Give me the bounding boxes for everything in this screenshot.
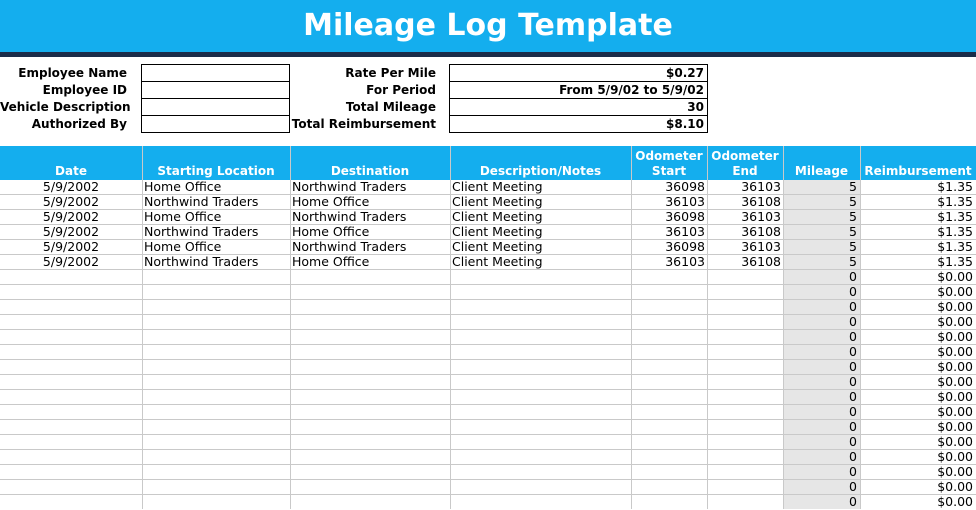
table-row <box>0 330 976 345</box>
cell-desc[interactable] <box>452 359 631 374</box>
cell-start[interactable]: Northwind Traders <box>144 224 259 239</box>
cell-reimb[interactable]: $0.00 <box>937 404 973 419</box>
employee-id-label: Employee ID <box>42 83 127 97</box>
column-header-destination[interactable] <box>290 146 450 180</box>
cell-odostart[interactable] <box>633 404 705 419</box>
cell-date[interactable]: 5/9/2002 <box>42 209 100 224</box>
cell-desc[interactable] <box>452 389 631 404</box>
cell-reimb[interactable]: $0.00 <box>937 329 973 344</box>
cell-dest[interactable] <box>292 494 450 509</box>
column-header-description-notes[interactable] <box>450 146 631 180</box>
column-header-reimbursement[interactable] <box>860 146 976 180</box>
cell-start[interactable] <box>144 419 290 434</box>
cell-odostart[interactable] <box>633 359 705 374</box>
table-row <box>0 210 976 225</box>
table-row <box>0 420 976 435</box>
cell-reimb[interactable]: $0.00 <box>937 449 973 464</box>
cell-dest[interactable] <box>292 344 450 359</box>
cell-desc[interactable]: Client Meeting <box>452 239 543 254</box>
table-row <box>0 480 976 495</box>
cell-date[interactable] <box>0 419 142 434</box>
cell-dest[interactable] <box>292 329 450 344</box>
cell-date[interactable] <box>0 284 142 299</box>
cell-mileage[interactable]: 0 <box>849 449 857 464</box>
cell-odostart[interactable]: 36103 <box>665 224 705 239</box>
cell-odoend[interactable] <box>709 389 781 404</box>
cell-date[interactable] <box>0 269 142 284</box>
column-header-date[interactable] <box>0 146 142 180</box>
cell-start[interactable] <box>144 389 290 404</box>
cell-dest[interactable]: Northwind Traders <box>292 179 407 194</box>
column-header-label: Date <box>55 164 87 178</box>
cell-date[interactable] <box>0 494 142 509</box>
table-row <box>0 300 976 315</box>
cell-mileage[interactable]: 0 <box>849 314 857 329</box>
cell-start[interactable] <box>144 374 290 389</box>
table-row <box>0 375 976 390</box>
cell-start[interactable] <box>144 314 290 329</box>
cell-date[interactable] <box>0 404 142 419</box>
cell-desc[interactable] <box>452 314 631 329</box>
cell-mileage[interactable]: 5 <box>849 254 857 269</box>
cell-mileage[interactable]: 0 <box>849 329 857 344</box>
cell-reimb[interactable]: $0.00 <box>937 464 973 479</box>
employee-id-field[interactable] <box>141 81 290 98</box>
cell-odostart[interactable] <box>633 314 705 329</box>
cell-odostart[interactable]: 36098 <box>665 239 705 254</box>
cell-mileage[interactable]: 5 <box>849 239 857 254</box>
cell-reimb[interactable]: $0.00 <box>937 269 973 284</box>
cell-odoend[interactable] <box>709 404 781 419</box>
cell-dest[interactable] <box>292 419 450 434</box>
cell-reimb[interactable]: $0.00 <box>937 299 973 314</box>
rate-per-mile-label: Rate Per Mile <box>345 66 436 80</box>
table-row <box>0 315 976 330</box>
cell-odoend[interactable]: 36108 <box>741 254 781 269</box>
cell-desc[interactable] <box>452 329 631 344</box>
column-header-odometer-end[interactable] <box>707 146 783 180</box>
table-row <box>0 285 976 300</box>
cell-odostart[interactable]: 36103 <box>665 194 705 209</box>
table-row <box>0 495 976 510</box>
cell-reimb[interactable]: $1.35 <box>937 254 973 269</box>
cell-desc[interactable] <box>452 479 631 494</box>
cell-start[interactable] <box>144 359 290 374</box>
cell-date[interactable] <box>0 464 142 479</box>
cell-dest[interactable] <box>292 359 450 374</box>
cell-desc[interactable] <box>452 419 631 434</box>
cell-reimb[interactable]: $1.35 <box>937 239 973 254</box>
cell-date[interactable] <box>0 389 142 404</box>
cell-reimb[interactable]: $0.00 <box>937 494 973 509</box>
cell-desc[interactable] <box>452 284 631 299</box>
cell-desc[interactable] <box>452 269 631 284</box>
cell-odoend[interactable] <box>709 374 781 389</box>
cell-reimb[interactable]: $0.00 <box>937 389 973 404</box>
cell-reimb[interactable]: $0.00 <box>937 359 973 374</box>
cell-reimb[interactable]: $0.00 <box>937 479 973 494</box>
employee-name-label: Employee Name <box>18 66 127 80</box>
cell-start[interactable] <box>144 494 290 509</box>
cell-dest[interactable] <box>292 434 450 449</box>
cell-reimb[interactable]: $0.00 <box>937 374 973 389</box>
cell-mileage[interactable]: 5 <box>849 224 857 239</box>
cell-date[interactable] <box>0 359 142 374</box>
cell-odostart[interactable] <box>633 284 705 299</box>
column-header-label: Destination <box>330 164 410 178</box>
cell-dest[interactable] <box>292 389 450 404</box>
cell-desc[interactable]: Client Meeting <box>452 194 543 209</box>
vehicle-description-field[interactable] <box>141 98 290 115</box>
cell-date[interactable] <box>0 479 142 494</box>
cell-odostart[interactable] <box>633 344 705 359</box>
cell-start[interactable] <box>144 269 290 284</box>
cell-odoend[interactable] <box>709 329 781 344</box>
cell-start[interactable]: Home Office <box>144 239 222 254</box>
cell-reimb[interactable]: $1.35 <box>937 179 973 194</box>
table-row <box>0 390 976 405</box>
cell-dest[interactable] <box>292 284 450 299</box>
table-row <box>0 255 976 270</box>
cell-dest[interactable]: Home Office <box>292 224 370 239</box>
cell-mileage[interactable]: 5 <box>849 194 857 209</box>
column-header-odometer-start[interactable] <box>631 146 707 180</box>
cell-odostart[interactable] <box>633 434 705 449</box>
cell-mileage[interactable]: 0 <box>849 389 857 404</box>
cell-odostart[interactable] <box>633 374 705 389</box>
cell-odostart[interactable] <box>633 269 705 284</box>
cell-dest[interactable] <box>292 479 450 494</box>
cell-date[interactable] <box>0 434 142 449</box>
cell-odoend[interactable]: 36108 <box>741 224 781 239</box>
column-header-starting-location[interactable] <box>142 146 290 180</box>
cell-desc[interactable]: Client Meeting <box>452 209 543 224</box>
cell-dest[interactable] <box>292 449 450 464</box>
cell-date[interactable] <box>0 449 142 464</box>
column-header-label: Odometer End <box>711 149 779 178</box>
column-header-label: Odometer Start <box>635 149 703 178</box>
for-period-label: For Period <box>366 83 436 97</box>
cell-mileage[interactable]: 0 <box>849 284 857 299</box>
cell-odoend[interactable] <box>709 434 781 449</box>
cell-mileage[interactable]: 5 <box>849 209 857 224</box>
cell-odoend[interactable]: 36103 <box>741 179 781 194</box>
cell-odoend[interactable] <box>709 344 781 359</box>
cell-start[interactable] <box>144 404 290 419</box>
authorized-by-field[interactable] <box>141 115 290 133</box>
cell-start[interactable]: Home Office <box>144 179 222 194</box>
cell-mileage[interactable]: 0 <box>849 374 857 389</box>
cell-odostart[interactable]: 36098 <box>665 179 705 194</box>
cell-date[interactable]: 5/9/2002 <box>42 194 100 209</box>
for-period-field[interactable]: From 5/9/02 to 5/9/02 <box>449 81 708 98</box>
cell-odostart[interactable] <box>633 329 705 344</box>
cell-mileage[interactable]: 0 <box>849 359 857 374</box>
cell-mileage[interactable]: 0 <box>849 299 857 314</box>
table-row <box>0 345 976 360</box>
cell-start[interactable]: Northwind Traders <box>144 194 259 209</box>
cell-odoend[interactable] <box>709 494 781 509</box>
total-mileage-field: 30 <box>449 98 708 115</box>
cell-odostart[interactable]: 36098 <box>665 209 705 224</box>
cell-odostart[interactable] <box>633 389 705 404</box>
cell-mileage[interactable]: 0 <box>849 404 857 419</box>
cell-odoend[interactable] <box>709 314 781 329</box>
cell-odostart[interactable] <box>633 299 705 314</box>
cell-reimb[interactable]: $1.35 <box>937 209 973 224</box>
cell-mileage[interactable]: 5 <box>849 179 857 194</box>
cell-date[interactable] <box>0 344 142 359</box>
cell-mileage[interactable]: 0 <box>849 269 857 284</box>
total-reimbursement-field: $8.10 <box>449 115 708 133</box>
cell-date[interactable]: 5/9/2002 <box>42 179 100 194</box>
cell-desc[interactable] <box>452 344 631 359</box>
cell-dest[interactable] <box>292 404 450 419</box>
cell-mileage[interactable]: 0 <box>849 464 857 479</box>
column-header-label: Starting Location <box>157 164 275 178</box>
cell-date[interactable] <box>0 329 142 344</box>
total-reimbursement-label: Total Reimbursement <box>291 117 436 131</box>
cell-odoend[interactable] <box>709 464 781 479</box>
cell-odoend[interactable] <box>709 299 781 314</box>
rate-per-mile-field[interactable]: $0.27 <box>449 64 708 81</box>
cell-odostart[interactable] <box>633 494 705 509</box>
cell-dest[interactable]: Home Office <box>292 254 370 269</box>
cell-date[interactable]: 5/9/2002 <box>42 224 100 239</box>
cell-mileage[interactable]: 0 <box>849 479 857 494</box>
page-title: Mileage Log Template <box>303 8 673 43</box>
cell-date[interactable] <box>0 374 142 389</box>
cell-dest[interactable]: Northwind Traders <box>292 209 407 224</box>
cell-desc[interactable] <box>452 494 631 509</box>
cell-desc[interactable] <box>452 464 631 479</box>
table-row <box>0 270 976 285</box>
cell-start[interactable] <box>144 299 290 314</box>
cell-odostart[interactable] <box>633 464 705 479</box>
cell-odoend[interactable] <box>709 479 781 494</box>
employee-name-field[interactable] <box>141 64 290 81</box>
cell-mileage[interactable]: 0 <box>849 344 857 359</box>
cell-desc[interactable] <box>452 404 631 419</box>
cell-reimb[interactable]: $0.00 <box>937 344 973 359</box>
cell-dest[interactable] <box>292 314 450 329</box>
cell-reimb[interactable]: $0.00 <box>937 284 973 299</box>
cell-start[interactable] <box>144 344 290 359</box>
cell-date[interactable] <box>0 299 142 314</box>
cell-dest[interactable] <box>292 299 450 314</box>
cell-desc[interactable] <box>452 449 631 464</box>
cell-desc[interactable]: Client Meeting <box>452 224 543 239</box>
cell-dest[interactable]: Home Office <box>292 194 370 209</box>
vehicle-description-label: Vehicle Description <box>0 100 131 114</box>
cell-mileage[interactable]: 0 <box>849 419 857 434</box>
cell-start[interactable]: Northwind Traders <box>144 254 259 269</box>
table-row <box>0 405 976 420</box>
table-row <box>0 360 976 375</box>
cell-odoend[interactable] <box>709 419 781 434</box>
cell-odoend[interactable] <box>709 284 781 299</box>
table-row <box>0 450 976 465</box>
cell-odoend[interactable]: 36108 <box>741 194 781 209</box>
title-divider <box>0 52 976 57</box>
cell-desc[interactable] <box>452 434 631 449</box>
cell-date[interactable]: 5/9/2002 <box>42 239 100 254</box>
cell-odoend[interactable] <box>709 269 781 284</box>
cell-odostart[interactable] <box>633 449 705 464</box>
cell-start[interactable] <box>144 329 290 344</box>
column-header-label: Mileage <box>794 164 849 178</box>
table-row <box>0 180 976 195</box>
cell-odostart[interactable]: 36103 <box>665 254 705 269</box>
cell-odoend[interactable] <box>709 449 781 464</box>
cell-desc[interactable]: Client Meeting <box>452 254 543 269</box>
cell-odostart[interactable] <box>633 479 705 494</box>
total-mileage-label: Total Mileage <box>345 100 436 114</box>
cell-reimb[interactable]: $1.35 <box>937 194 973 209</box>
cell-date[interactable]: 5/9/2002 <box>42 254 100 269</box>
authorized-by-label: Authorized By <box>31 117 127 131</box>
cell-odoend[interactable]: 36103 <box>741 239 781 254</box>
cell-reimb[interactable]: $1.35 <box>937 224 973 239</box>
table-row <box>0 240 976 255</box>
cell-dest[interactable] <box>292 464 450 479</box>
table-row <box>0 225 976 240</box>
cell-start[interactable] <box>144 479 290 494</box>
cell-dest[interactable] <box>292 374 450 389</box>
cell-mileage[interactable]: 0 <box>849 494 857 509</box>
cell-desc[interactable] <box>452 299 631 314</box>
cell-desc[interactable] <box>452 374 631 389</box>
cell-start[interactable] <box>144 464 290 479</box>
cell-odoend[interactable] <box>709 359 781 374</box>
cell-reimb[interactable]: $0.00 <box>937 314 973 329</box>
cell-dest[interactable] <box>292 269 450 284</box>
cell-start[interactable] <box>144 284 290 299</box>
cell-dest[interactable]: Northwind Traders <box>292 239 407 254</box>
cell-start[interactable] <box>144 434 290 449</box>
cell-date[interactable] <box>0 314 142 329</box>
cell-start[interactable]: Home Office <box>144 209 222 224</box>
cell-odoend[interactable]: 36103 <box>741 209 781 224</box>
cell-desc[interactable]: Client Meeting <box>452 179 543 194</box>
cell-odostart[interactable] <box>633 419 705 434</box>
cell-reimb[interactable]: $0.00 <box>937 419 973 434</box>
column-header-mileage[interactable] <box>783 146 860 180</box>
table-row <box>0 465 976 480</box>
cell-start[interactable] <box>144 449 290 464</box>
table-row <box>0 435 976 450</box>
cell-reimb[interactable]: $0.00 <box>937 434 973 449</box>
column-header-label: Reimbursement <box>864 164 972 178</box>
cell-mileage[interactable]: 0 <box>849 434 857 449</box>
table-row <box>0 195 976 210</box>
column-header-label: Description/Notes <box>479 164 602 178</box>
